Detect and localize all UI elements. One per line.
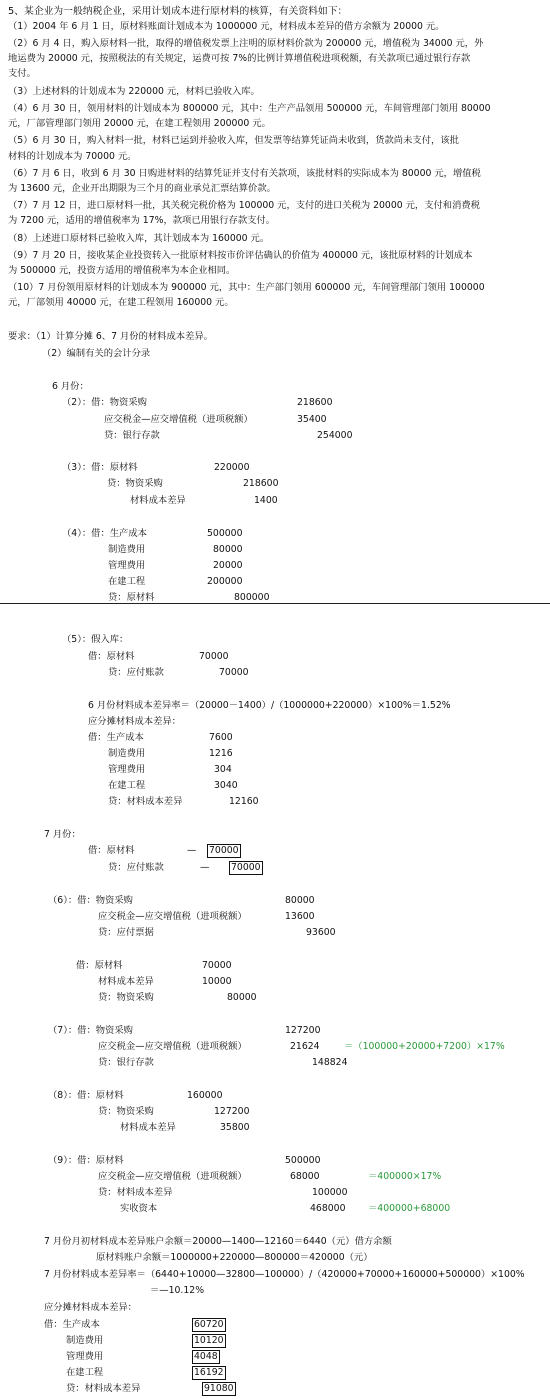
problem-line: 为 13600 元，企业开出期限为三个月的商业承兑汇票结算价款。 xyxy=(8,183,276,194)
entry-label: 应交税金—应交增值税（进项税额） xyxy=(98,1171,247,1182)
problem-line: 元，厂部领用 40000 元，在建工程领用 160000 元。 xyxy=(8,297,234,308)
entry-amount: 12160 xyxy=(229,796,259,807)
june-rate: 6 月份材料成本差异率＝（20000－1400）/（1000000+220000）×100%＝1.52% xyxy=(88,700,451,711)
entry-label: 贷：原材料 xyxy=(108,592,155,603)
entry-label: （3）：借：原材料 xyxy=(62,462,138,473)
alloc-title: 应分摊材料成本差异： xyxy=(44,1302,137,1313)
requirement-2: （2）编制有关的会计分录 xyxy=(42,348,151,359)
entry-amount: 80000 xyxy=(213,544,243,555)
entry-label: 制造费用 xyxy=(108,544,146,555)
entry-amount: 13600 xyxy=(285,911,315,922)
problem-line: （10）7 月份领用原材料的计划成本为 900000 元，其中：生产部门领用 600000 元，车间管理部门领用 100000 xyxy=(8,282,485,293)
entry-label: 在建工程 xyxy=(66,1367,104,1378)
entry-amount: 80000 xyxy=(227,992,257,1003)
problem-line: 为 500000 元，投资方适用的增值税率为本企业相同。 xyxy=(8,265,236,276)
entry-amount: 127200 xyxy=(285,1025,321,1036)
entry-label: 贷：物资采购 xyxy=(107,478,163,489)
entry-amount: 20000 xyxy=(213,560,243,571)
problem-line: 为 7200 元，适用的增值税率为 17%，款项已用银行存款支付。 xyxy=(8,215,276,226)
boxed-amount: 91080 xyxy=(204,1383,234,1394)
entry-label: （7）：借：物资采购 xyxy=(48,1025,133,1036)
entry-label: 材料成本差异 xyxy=(130,495,186,506)
formula-note: ＝400000+68000 xyxy=(368,1203,451,1214)
problem-title: 5、某企业为一般纳税企业，采用计划成本进行原材料的核算，有关资料如下： xyxy=(8,6,348,17)
june-heading: 6 月份： xyxy=(52,381,89,392)
entry-amount: 220000 xyxy=(214,462,250,473)
entry-label: 制造费用 xyxy=(66,1335,104,1346)
problem-line: 元，厂部管理部门领用 20000 元，在建工程领用 200000 元。 xyxy=(8,118,271,129)
entry-label: 贷：应付账款 xyxy=(108,667,164,678)
entry-label: 借：原材料 xyxy=(88,845,135,856)
page-divider xyxy=(0,603,550,604)
boxed-amount: 16192 xyxy=(194,1367,224,1378)
entry-label: 借：生产成本 xyxy=(44,1319,100,1330)
problem-line: （1）2004 年 6 月 1 日，原材料账面计划成本为 1000000 元，材料成本差异的借方余额为 20000 元。 xyxy=(8,21,445,32)
entry-label: 贷：银行存款 xyxy=(98,1057,154,1068)
entry-label: 借：原材料 xyxy=(88,651,135,662)
entry-label: 管理费用 xyxy=(108,764,146,775)
requirement-1: 要求：（1）计算分摊 6、7 月份的材料成本差异。 xyxy=(8,331,213,342)
entry-label: 管理费用 xyxy=(66,1351,104,1362)
entry-label: 贷：物资采购 xyxy=(98,992,154,1003)
entry-amount: 160000 xyxy=(187,1090,223,1101)
entry-label: 贷：应付票据 xyxy=(98,927,154,938)
formula-note: ＝400000×17% xyxy=(368,1171,442,1182)
minus-sign: — xyxy=(200,862,210,873)
entry-label: 贷：银行存款 xyxy=(104,430,160,441)
entry-amount: 500000 xyxy=(285,1155,321,1166)
july-heading: 7 月份： xyxy=(44,829,81,840)
entry-amount: 21624 xyxy=(290,1041,320,1052)
entry-label: 应交税金—应交增值税（进项税额） xyxy=(98,1041,247,1052)
entry-label: （5）：假入库： xyxy=(62,634,129,645)
entry-amount: 1400 xyxy=(254,495,278,506)
boxed-amount: 10120 xyxy=(194,1335,224,1346)
entry-label: （6）：借：物资采购 xyxy=(48,895,133,906)
calc-line: 7 月份月初材料成本差异账户余额＝20000—1400—12160＝6440（元）借方余额 xyxy=(44,1236,392,1247)
entry-label: 应交税金—应交增值税（进项税额） xyxy=(104,414,253,425)
calc-line: 7 月份材料成本差异率＝（6440+10000—32800—100000）/（420000+70000+160000+500000）×100% xyxy=(44,1269,525,1280)
entry-label: 管理费用 xyxy=(108,560,146,571)
entry-label: 实收资本 xyxy=(120,1203,158,1214)
alloc-title: 应分摊材料成本差异： xyxy=(88,716,181,727)
boxed-amount: 4048 xyxy=(194,1351,218,1362)
problem-line: （2）6 月 4 日，购入原材料一批，取得的增值税发票上注明的原材料价款为 200000 元，增值税为 34000 元，外 xyxy=(8,38,484,49)
entry-label: 贷：物资采购 xyxy=(98,1106,154,1117)
entry-label: 贷：材料成本差异 xyxy=(98,1187,173,1198)
entry-amount: 10000 xyxy=(202,976,232,987)
entry-amount: 68000 xyxy=(290,1171,320,1182)
entry-amount: 218600 xyxy=(243,478,279,489)
entry-label: 制造费用 xyxy=(108,748,146,759)
problem-line: （8）上述进口原材料已验收入库，其计划成本为 160000 元。 xyxy=(8,233,270,244)
entry-label: 贷：应付账款 xyxy=(108,862,164,873)
entry-amount: 35800 xyxy=(220,1122,250,1133)
problem-line: （6）7 月 6 日，收到 6 月 30 日购进材料的结算凭证并支付有关款项，该批材料的实际成本为 80000 元，增值税 xyxy=(8,168,481,179)
problem-line: （7）7 月 12 日，进口原材料一批，其关税完税价格为 100000 元，支付的进口关税为 20000 元，支付和消费税 xyxy=(8,200,480,211)
entry-amount: 70000 xyxy=(199,651,229,662)
entry-amount: 93600 xyxy=(306,927,336,938)
entry-amount: 1216 xyxy=(209,748,233,759)
entry-amount: 70000 xyxy=(219,667,249,678)
entry-amount: 148824 xyxy=(312,1057,348,1068)
problem-line: （9）7 月 20 日，接收某企业投资转入一批原材料按市价评估确认的价值为 400000 元，该批原材料的计划成本 xyxy=(8,250,473,261)
entry-amount: 500000 xyxy=(207,528,243,539)
entry-label: 借：原材料 xyxy=(76,960,123,971)
entry-label: 材料成本差异 xyxy=(98,976,154,987)
entry-label: （4）：借：生产成本 xyxy=(62,528,147,539)
entry-amount: 800000 xyxy=(234,592,270,603)
problem-line: 材料的计划成本为 70000 元。 xyxy=(8,151,137,162)
entry-amount: 70000 xyxy=(202,960,232,971)
entry-label: 应交税金—应交增值税（进项税额） xyxy=(98,911,247,922)
problem-line: 地运费为 20000 元，按照税法的有关规定，运费可按 7%的比例计算增值税进项税额，有关款项已通过银行存款 xyxy=(8,53,471,64)
entry-amount: 35400 xyxy=(297,414,327,425)
entry-amount: 304 xyxy=(214,764,232,775)
entry-amount: 200000 xyxy=(207,576,243,587)
entry-label: 在建工程 xyxy=(108,780,146,791)
entry-amount: 468000 xyxy=(310,1203,346,1214)
boxed-amount: 60720 xyxy=(194,1319,224,1330)
entry-label: 贷：材料成本差异 xyxy=(66,1383,141,1394)
formula-note: ＝（100000+20000+7200）×17% xyxy=(344,1041,505,1052)
entry-amount: 7600 xyxy=(209,732,233,743)
entry-label: （9）：借：原材料 xyxy=(48,1155,124,1166)
entry-label: 贷：材料成本差异 xyxy=(108,796,183,807)
entry-amount: 218600 xyxy=(297,397,333,408)
entry-label: 材料成本差异 xyxy=(120,1122,176,1133)
entry-amount: 127200 xyxy=(214,1106,250,1117)
problem-line: （4）6 月 30 日，领用材料的计划成本为 800000 元，其中：生产产品领用 500000 元，车间管理部门领用 80000 xyxy=(8,103,491,114)
calc-line: ＝—10.12% xyxy=(150,1285,205,1296)
entry-label: （2）：借：物资采购 xyxy=(62,397,147,408)
problem-line: （5）6 月 30 日，购入材料一批，材料已运到并验收入库，但发票等结算凭证尚未收到，货款尚未支付，该批 xyxy=(8,135,459,146)
entry-amount: 3040 xyxy=(214,780,238,791)
entry-label: （8）：借：原材料 xyxy=(48,1090,124,1101)
entry-amount: 254000 xyxy=(317,430,353,441)
problem-line: （3）上述材料的计划成本为 220000 元，材料已验收入库。 xyxy=(8,86,260,97)
entry-amount: 100000 xyxy=(312,1187,348,1198)
boxed-amount: 70000 xyxy=(231,862,261,873)
entry-label: 借：生产成本 xyxy=(88,732,144,743)
entry-amount: 80000 xyxy=(285,895,315,906)
boxed-amount: 70000 xyxy=(209,845,239,856)
minus-sign: — xyxy=(187,845,197,856)
calc-line: 原材料账户余额＝1000000+220000—800000＝420000（元） xyxy=(96,1252,373,1263)
problem-line: 支付。 xyxy=(8,68,36,79)
entry-label: 在建工程 xyxy=(108,576,146,587)
